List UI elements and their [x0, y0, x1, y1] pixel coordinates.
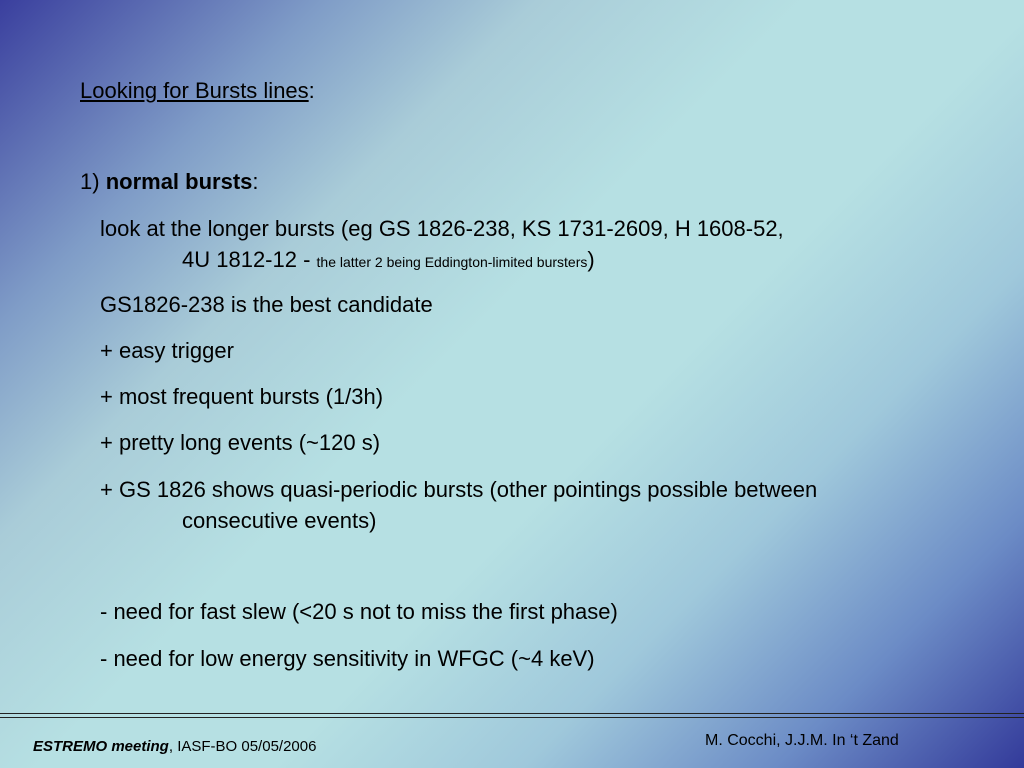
line1b-close: ): [587, 247, 595, 272]
bullet-line-6b: consecutive events): [182, 508, 377, 533]
bullet-line-1a: look at the longer bursts (eg GS 1826-238, KS 1731-2609, H 1608-52,: [100, 216, 784, 241]
footer-meeting-details: , IASF-BO 05/05/2006: [168, 738, 317, 755]
section-number: 1): [80, 169, 106, 194]
footer-meeting: [33, 738, 316, 756]
bullet-line-2: GS1826-238 is the best candidate: [100, 292, 433, 317]
bullet-line-7: - need for fast slew (<20 s not to miss the first phase): [100, 599, 618, 624]
bullet-line-1b: [182, 247, 595, 275]
bullet-line-3: + easy trigger: [100, 338, 234, 363]
section-heading: [80, 169, 259, 195]
line1b-note: the latter 2 being Eddington-limited bursters: [316, 254, 588, 270]
line1b-main: 4U 1812-12 -: [182, 247, 317, 272]
section-colon: :: [252, 169, 259, 194]
bullet-line-4: + most frequent bursts (1/3h): [100, 384, 384, 409]
footer-meeting-name: ESTREMO meeting: [33, 738, 169, 755]
bullet-line-5: + pretty long events (~120 s): [100, 430, 381, 455]
slide-heading: [80, 78, 315, 104]
heading-text: Looking for Bursts lines: [80, 78, 309, 103]
footer-authors: M. Cocchi, J.J.M. In ‘t Zand: [705, 732, 899, 749]
footer-separator-bottom: [0, 717, 1024, 718]
section-title: normal bursts: [105, 169, 253, 194]
bullet-line-8: - need for low energy sensitivity in WFGC (~4 keV): [100, 646, 595, 671]
heading-colon: :: [308, 78, 315, 103]
bullet-line-6a: + GS 1826 shows quasi-periodic bursts (other pointings possible between: [100, 477, 818, 502]
footer-separator-top: [0, 713, 1024, 714]
